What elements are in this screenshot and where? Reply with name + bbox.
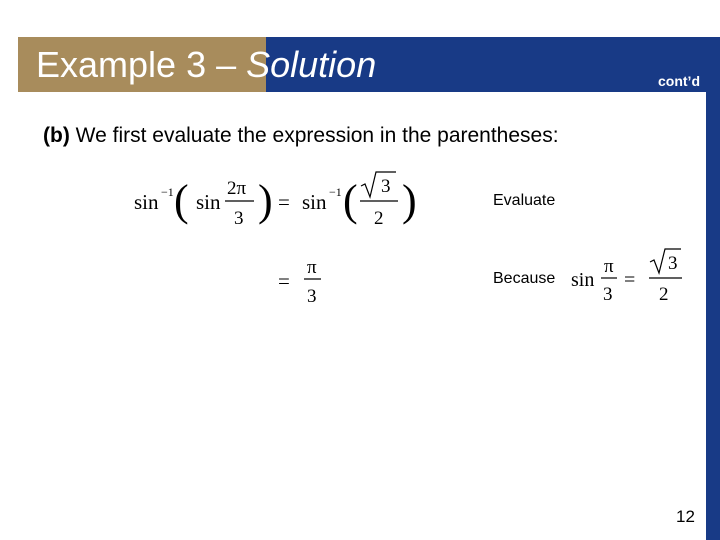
eq1-sin-inner: sin xyxy=(196,190,221,214)
eq1-paren-close-1: ) xyxy=(258,176,273,225)
because-sin: sin xyxy=(571,269,595,291)
eq2-frac-num: π xyxy=(307,257,317,278)
eq1-inv-outer: −1 xyxy=(161,185,174,199)
eq1-sin-outer: sin xyxy=(134,190,159,214)
eq1-sqrt-arg: 3 xyxy=(381,176,391,197)
part-label: (b) xyxy=(43,124,70,147)
intro-line xyxy=(43,124,559,148)
slide-title-solution: Solution xyxy=(246,44,377,85)
equation-step-2 xyxy=(274,254,334,310)
because-frac2-den: 2 xyxy=(659,284,669,305)
eq1-frac2-den: 2 xyxy=(374,208,384,229)
title-bar xyxy=(18,37,720,92)
because-frac1-den: 3 xyxy=(603,284,613,305)
because-note: Because xyxy=(493,270,556,287)
because-equation xyxy=(568,244,688,308)
eq1-frac1-num: 2π xyxy=(227,178,247,199)
eq1-paren-close-2: ) xyxy=(402,176,417,225)
page-number: 12 xyxy=(676,507,695,526)
slide-title xyxy=(36,37,376,92)
eq1-paren-open-2: ( xyxy=(343,176,358,225)
eq2-frac-den: 3 xyxy=(307,286,317,307)
eq1-paren-open-1: ( xyxy=(174,176,189,225)
intro-text: We first evaluate the expression in the parentheses: xyxy=(69,124,559,147)
evaluate-note: Evaluate xyxy=(493,192,556,209)
continued-label: cont’d xyxy=(658,73,700,89)
because-sqrt-arg: 3 xyxy=(668,253,678,274)
eq1-equals: = xyxy=(278,190,290,214)
eq1-sqrt-sign xyxy=(361,172,396,197)
because-equals: = xyxy=(624,269,636,291)
because-frac1-num: π xyxy=(604,256,614,277)
eq2-equals: = xyxy=(278,269,290,293)
equation-step-1 xyxy=(128,166,428,236)
eq1-inv-rhs: −1 xyxy=(329,185,342,199)
eq1-sin-rhs: sin xyxy=(302,190,327,214)
eq1-frac1-den: 3 xyxy=(234,208,244,229)
slide-title-main: Example 3 – xyxy=(36,44,247,85)
right-edge-bar xyxy=(706,92,720,540)
